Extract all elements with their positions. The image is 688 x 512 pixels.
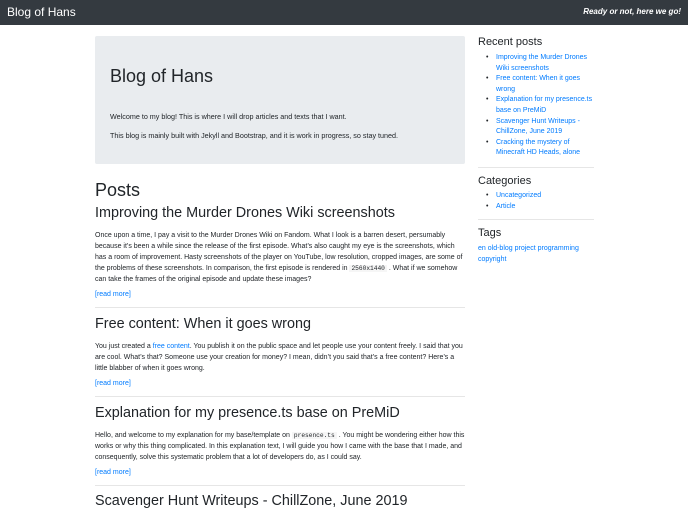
recent-post-link[interactable]: Cracking the mystery of Minecraft HD Heads, alone (496, 138, 581, 157)
tag-link[interactable]: programming (537, 245, 579, 252)
recent-post-link[interactable]: Scavenger Hunt Writeups - ChillZone, June 2019 (496, 117, 580, 136)
recent-posts-list (486, 53, 594, 159)
list-item (486, 117, 594, 138)
bullet-icon: • (486, 54, 489, 61)
free-content-link[interactable]: free content (152, 343, 190, 350)
sidebar-divider (478, 167, 594, 168)
brand-link[interactable]: Blog of Hans (7, 5, 76, 19)
recent-post-link[interactable]: Free content: When it goes wrong (496, 75, 581, 93)
bullet-icon: • (486, 192, 489, 199)
post-title-link[interactable]: Improving the Murder Drones Wiki screenshots (95, 205, 395, 221)
categories-list (486, 191, 594, 212)
post-excerpt (95, 430, 465, 463)
bullet-icon: • (486, 75, 489, 83)
excerpt-text: Once upon a time, I pay a visit to the Murder Drones Wiki on Fandom. What I look is a barren desert, persumably because it’s been a while since the release of the first episode. What’s also caught my eye is the screenshots, which has a room of improvement. Hasty screenshots of the player on YouTube, low resolution, cropped images, are some of the problems of these screenshots. In comparison, the first episode is rendered in (95, 232, 463, 272)
jumbotron-text-1: Welcome to my blog! This is where I will drop articles and texts that I want. (110, 112, 347, 121)
bullet-icon: • (486, 96, 489, 104)
excerpt-text: You just created a (95, 343, 153, 350)
recent-post-link[interactable]: Explanation for my presence.ts base on PreMiD (496, 96, 593, 114)
post-excerpt (95, 230, 465, 285)
navbar (0, 0, 688, 25)
list-item (486, 202, 594, 213)
categories-heading: Categories (478, 175, 532, 187)
post-divider (95, 307, 465, 308)
tags-list (478, 244, 594, 265)
post-excerpt (95, 341, 465, 374)
post-title-link[interactable]: Free content: When it goes wrong (95, 316, 311, 332)
inline-code: presence.ts (293, 432, 335, 439)
category-link[interactable]: Uncategorized (496, 192, 542, 199)
post-title-link[interactable]: Scavenger Hunt Writeups - ChillZone, June 2019 (95, 493, 408, 509)
bullet-icon: • (486, 202, 489, 210)
tag-link[interactable]: old-blog (487, 245, 513, 252)
list-item (486, 74, 594, 95)
jumbotron-title: Blog of Hans (110, 66, 214, 86)
read-more-link[interactable]: [read more] (95, 380, 131, 387)
tag-link[interactable]: copyright (478, 255, 507, 263)
bullet-icon: • (486, 117, 489, 125)
excerpt-text: . You publish it on the public space and let people use your content freely. I said that you are cool. What’s that? Someone use your creation for money? I mean, didn’t you said that’s a free content? Here’s a little blabber of when it goes wrong. (95, 343, 463, 372)
list-item (486, 138, 594, 159)
post-divider (95, 396, 465, 397)
excerpt-text: . What if we somehow can take the frames of the original episode and update these images? (95, 265, 458, 283)
tags-heading: Tags (478, 227, 502, 239)
post-title-link[interactable]: Explanation for my presence.ts base on PreMiD (95, 405, 400, 421)
excerpt-text: Hello, and welcome to my explanation for my base/template on (95, 432, 292, 439)
navbar-tagline: Ready or not, here we go! (583, 7, 681, 16)
posts-heading: Posts (95, 180, 141, 200)
jumbotron (95, 36, 465, 164)
recent-posts-heading: Recent posts (478, 36, 543, 48)
tag-link[interactable]: project (514, 245, 536, 252)
list-item (486, 53, 594, 74)
read-more-link[interactable]: [read more] (95, 291, 131, 298)
sidebar-divider (478, 219, 594, 220)
bullet-icon: • (486, 138, 489, 146)
list-item (486, 191, 594, 202)
inline-code: 2560x1440 (351, 265, 385, 272)
jumbotron-text-2: This blog is mainly built with Jekyll and Bootstrap, and it is work in progress, so stay tuned. (110, 131, 399, 140)
recent-post-link[interactable]: Improving the Murder Drones Wiki screenshots (496, 54, 588, 72)
tag-link[interactable]: en (478, 245, 486, 252)
read-more-link[interactable]: [read more] (95, 469, 131, 476)
excerpt-text: . You might be wondering either how this works or why this thing complicated. In this explanation text, I will guide you how I came with the base that I made, and consequently, solve this systematic problem that a lot of developers do, as I could say. (95, 432, 465, 461)
post-divider (95, 485, 465, 486)
category-link[interactable]: Article (496, 202, 516, 210)
list-item (486, 95, 594, 116)
